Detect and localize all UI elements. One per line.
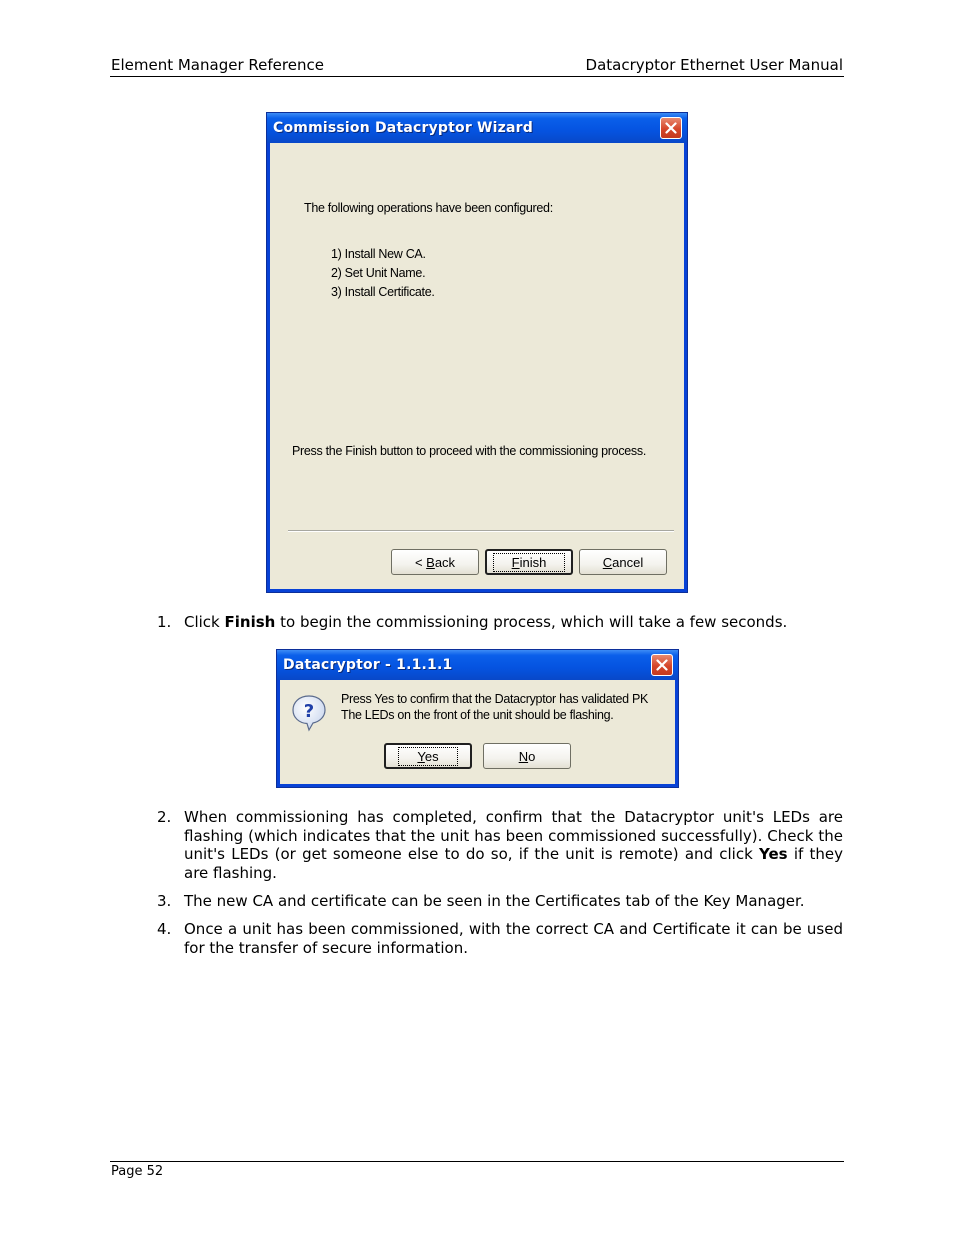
wizard-operation-3: 3) Install Certificate. [331, 285, 435, 299]
step-2: 2. When commissioning has completed, confirm that the Datacryptor unit's LEDs are flashing (which indicates that the unit has been commissioned successfully). Check the unit's LEDs (or get someone else to do so, if the unit is remote) and click Yes if they are flashing. [157, 808, 844, 883]
wizard-client [270, 143, 684, 589]
wizard-divider [288, 530, 674, 532]
step-3: 3. The new CA and certificate can be seen in the Certificates tab of the Key Manager. [157, 892, 805, 910]
confirm-line-2: The LEDs on the front of the unit should be flashing. [341, 708, 614, 722]
no-button[interactable] [483, 743, 571, 769]
wizard-operation-1: 1) Install New CA. [331, 247, 426, 261]
confirm-dialog [276, 649, 679, 788]
header-rule [110, 76, 844, 77]
confirm-titlebar[interactable] [277, 650, 678, 680]
wizard-intro: The following operations have been configured: [304, 201, 553, 215]
finish-button[interactable] [485, 549, 573, 575]
confirm-close-button[interactable] [651, 654, 673, 676]
footer-rule [110, 1161, 844, 1162]
header-right: Datacryptor Ethernet User Manual [585, 56, 843, 74]
step-4-number: 4. [157, 920, 172, 938]
wizard-titlebar[interactable] [267, 113, 687, 143]
wizard-window [266, 112, 688, 593]
wizard-title: Commission Datacryptor Wizard [273, 120, 534, 136]
yes-ref: Yes [759, 845, 788, 864]
question-icon [291, 694, 327, 732]
finish-label: Finish [493, 553, 566, 572]
confirm-client [280, 680, 675, 784]
page-number: Page 52 [111, 1164, 164, 1179]
wizard-close-button[interactable] [660, 117, 682, 139]
confirm-title: Datacryptor - 1.1.1.1 [283, 657, 453, 673]
no-label: No [518, 748, 536, 764]
header-left: Element Manager Reference [111, 56, 324, 74]
back-label: < Back [414, 554, 456, 570]
step-4: 4. Once a unit has been commissioned, with the correct CA and Certificate it can be used for the transfer of secure information. [157, 920, 843, 957]
yes-button[interactable] [384, 743, 472, 769]
svg-text:?: ? [303, 701, 315, 722]
cancel-label: Cancel [602, 554, 644, 570]
close-icon [665, 122, 677, 134]
back-button[interactable] [391, 549, 479, 575]
cancel-button[interactable] [579, 549, 667, 575]
confirm-line-1: Press Yes to confirm that the Datacryptor has validated PK [341, 692, 649, 706]
close-icon [656, 659, 668, 671]
step-1-number: 1. [157, 613, 172, 631]
step-1: 1. Click Finish to begin the commissioning process, which will take a few seconds. [157, 613, 788, 631]
finish-ref: Finish [224, 613, 276, 631]
step-2-number: 2. [157, 808, 172, 826]
yes-label: Yes [398, 747, 457, 766]
wizard-instruction: Press the Finish button to proceed with the commissioning process. [292, 444, 646, 458]
step-3-number: 3. [157, 892, 172, 910]
wizard-operation-2: 2) Set Unit Name. [331, 266, 426, 280]
